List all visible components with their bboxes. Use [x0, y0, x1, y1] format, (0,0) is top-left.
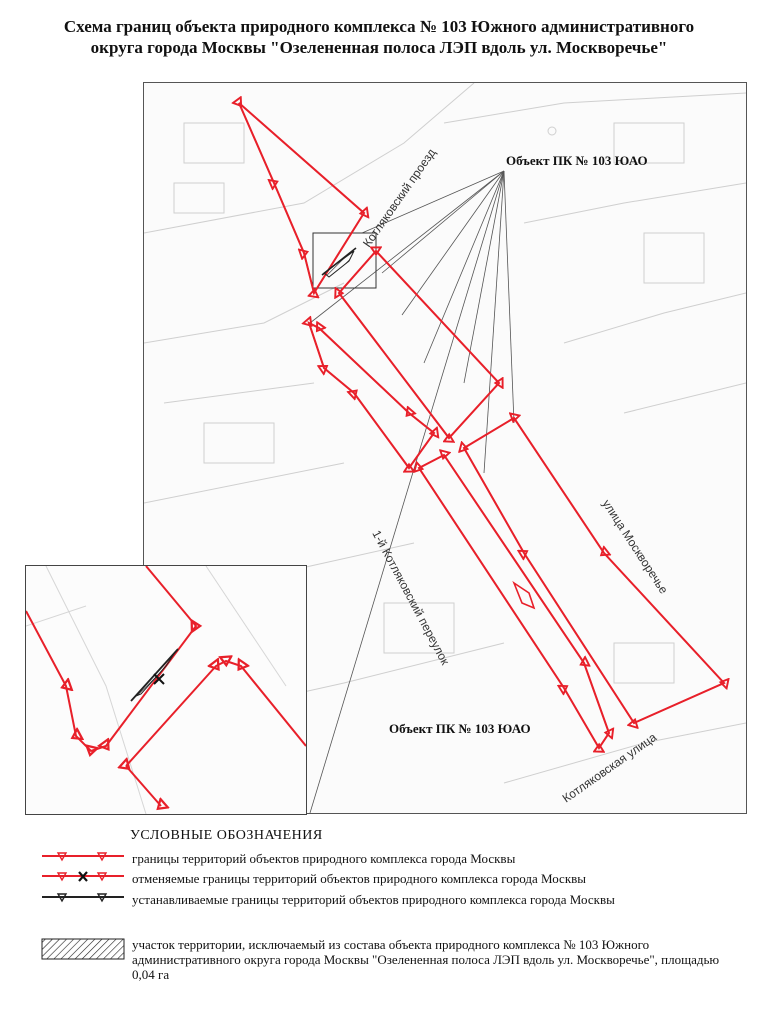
cancelled-boundary-icon: [40, 871, 126, 887]
street-moskvorechye: улица Москворечье: [599, 497, 671, 597]
title-line-2: округа города Москвы "Озелененная полоса ЛЭП вдоль ул. Москворечье": [90, 38, 668, 57]
boundary-line-icon: [40, 851, 126, 867]
inset-map-canvas: [26, 566, 306, 814]
street-kotlyakovskaya: Котляковская улица: [559, 730, 660, 806]
legend-title: УСЛОВНЫЕ ОБОЗНАЧЕНИЯ: [130, 828, 323, 843]
legend-text-boundary: границы территорий объектов природного комплекса города Москвы: [132, 851, 516, 866]
map-title: [20, 16, 738, 58]
boundary-outline-solid: [239, 103, 724, 748]
inset-map[interactable]: [25, 565, 307, 815]
boundary-area-west: [309, 323, 434, 468]
hatched-area-icon: [40, 937, 126, 961]
boundary-area-southwest: [419, 455, 609, 748]
object-label-bottom: Объект ПК № 103 ЮАО: [389, 721, 531, 736]
pk-boundaries: [239, 103, 724, 748]
new-boundary-icon: [40, 892, 126, 908]
legend-text-hatched: участок территории, исключаемый из состава объекта природного комплекса № 103 Южного административного округа города Москвы "Озелененная полоса ЛЭП вдоль ул. Москворечье", площадью 0,04 га: [132, 937, 720, 982]
street-kotlyakovsky-proezd: Котляковский проезд: [359, 145, 439, 250]
street-pereulok: 1-й Котляковский переулок: [369, 527, 453, 668]
title-line-1: Схема границ объекта природного комплекса № 103 Южного административного: [63, 17, 695, 36]
object-label-top: Объект ПК № 103 ЮАО: [506, 153, 648, 168]
boundary-area-southeast: [464, 418, 724, 723]
legend-text-new: устанавливаемые границы территорий объектов природного комплекса города Москвы: [132, 892, 615, 907]
legend-text-cancelled: отменяемые границы территорий объектов природного комплекса города Москвы: [132, 871, 587, 886]
